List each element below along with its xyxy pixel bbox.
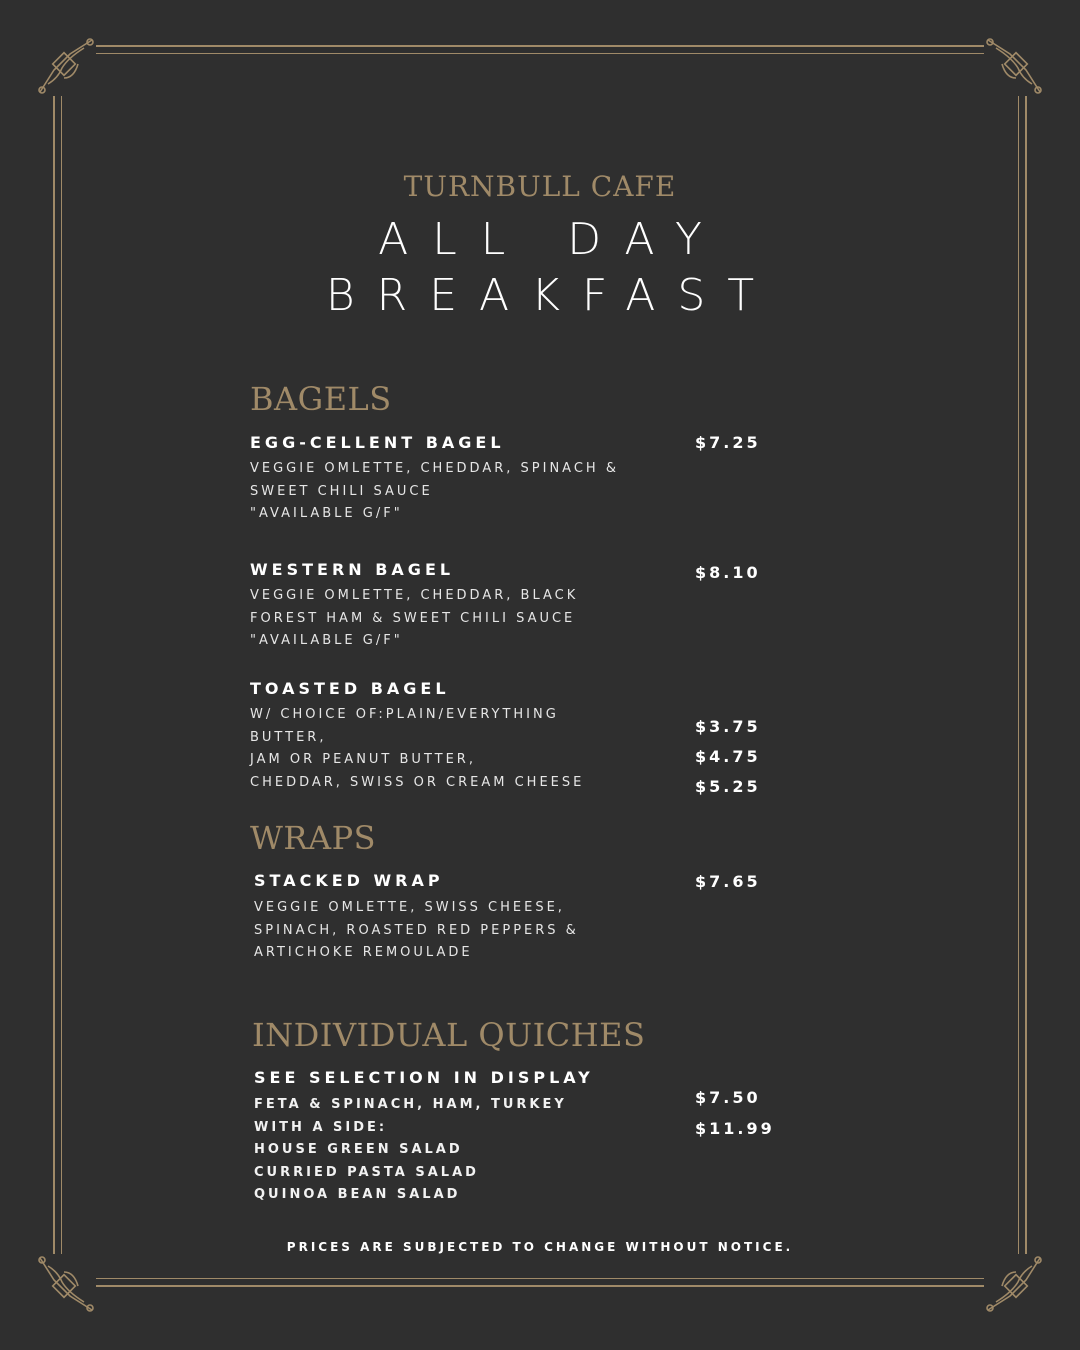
item-description: VEGGIE OMLETTE, CHEDDAR, BLACK FOREST HAM & SWEET CHILI SAUCE "AVAILABLE G/F" xyxy=(250,588,579,648)
item-name-quiche-selection: SEE SELECTION IN DISPLAY xyxy=(254,1068,594,1087)
item-price-stacked-wrap: $7.65 xyxy=(695,872,761,891)
item-description: VEGGIE OMLETTE, CHEDDAR, SPINACH & SWEET CHILI SAUCE "AVAILABLE G/F" xyxy=(250,461,619,521)
item-price-toasted-bagel-2: $4.75 xyxy=(695,747,761,766)
corner-ornament-icon xyxy=(34,1252,98,1316)
item-price-toasted-bagel-3: $5.25 xyxy=(695,777,761,796)
item-description: FETA & SPINACH, HAM, TURKEY WITH A SIDE: HOUSE GREEN SALAD CURRIED PASTA SALAD QUINOA BEAN SALAD xyxy=(254,1097,567,1202)
item-description: W/ CHOICE OF:PLAIN/EVERYTHING BUTTER, JAM OR PEANUT BUTTER, CHEDDAR, SWISS OR CREAM CHEESE xyxy=(250,707,585,790)
item-price-egg-cellent-bagel: $7.25 xyxy=(695,433,761,452)
item-price-toasted-bagel-1: $3.75 xyxy=(695,717,761,736)
item-description: VEGGIE OMLETTE, SWISS CHEESE, SPINACH, ROASTED RED PEPPERS & ARTICHOKE REMOULADE xyxy=(254,900,579,960)
page-title-line-1: ALL DAY xyxy=(378,214,726,265)
item-name-western-bagel: WESTERN BAGEL xyxy=(250,560,455,579)
item-price-quiche-with-side: $11.99 xyxy=(695,1119,775,1138)
corner-ornament-icon xyxy=(982,34,1046,98)
section-title-quiches: INDIVIDUAL QUICHES xyxy=(252,1016,646,1054)
frame-bottom-outer xyxy=(96,1285,984,1287)
item-name-toasted-bagel: TOASTED BAGEL xyxy=(250,679,450,698)
corner-ornament-icon xyxy=(982,1252,1046,1316)
corner-ornament-icon xyxy=(34,34,98,98)
frame-top-outer xyxy=(96,45,984,47)
item-name-egg-cellent-bagel: EGG-CELLENT BAGEL xyxy=(250,433,505,452)
section-title-bagels: BAGELS xyxy=(250,380,392,418)
section-title-wraps: WRAPS xyxy=(250,819,377,857)
page-title-line-2: BREAKFAST xyxy=(325,270,777,321)
cafe-name: TURNBULL CAFE xyxy=(403,170,677,203)
item-name-stacked-wrap: STACKED WRAP xyxy=(254,871,444,890)
frame-bottom-inner xyxy=(96,1278,984,1279)
item-price-western-bagel: $8.10 xyxy=(695,563,761,582)
frame-top-inner xyxy=(96,53,984,54)
footer-notice: PRICES ARE SUBJECTED TO CHANGE WITHOUT NOTICE. xyxy=(286,1240,794,1254)
item-price-quiche: $7.50 xyxy=(695,1088,761,1107)
